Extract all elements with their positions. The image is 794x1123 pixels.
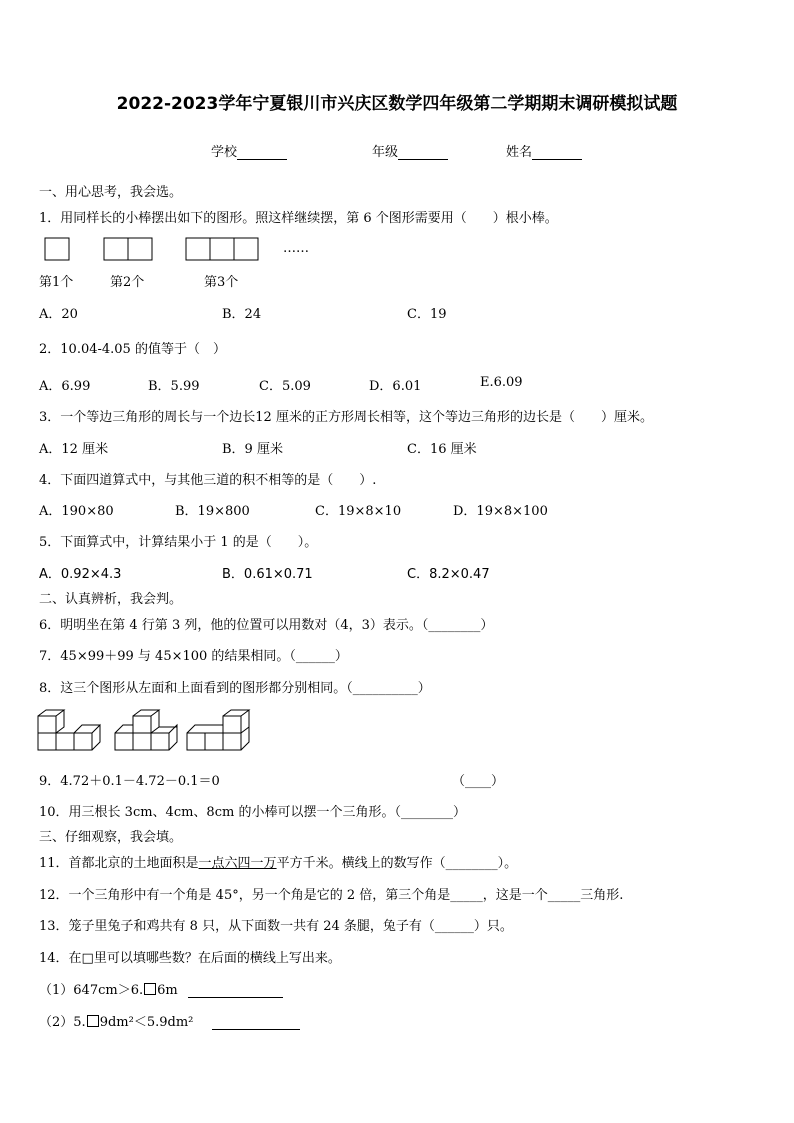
name-blank[interactable] xyxy=(532,159,582,160)
q2-option-b[interactable]: B．5.99 xyxy=(148,379,200,394)
q2-option-e[interactable]: E.6.09 xyxy=(480,375,523,390)
question-13-text: 13．笼子里兔子和鸡共有 8 只，从下面数一共有 24 条腿，兔子有（______）只。 xyxy=(39,919,513,934)
q14-part-1-right: 6m xyxy=(157,983,178,998)
q5-option-b[interactable]: B．0.61×0.71 xyxy=(222,567,313,582)
q1-option-b[interactable]: B．24 xyxy=(222,307,262,322)
q2-option-c[interactable]: C．5.09 xyxy=(259,379,311,394)
q4-option-a[interactable]: A．190×80 xyxy=(39,504,114,519)
question-14-text: 14．在□里可以填哪些数？在后面的横线上写出来。 xyxy=(39,951,341,966)
section-2-heading: 二、认真辨析，我会判。 xyxy=(39,592,183,607)
q3-option-b[interactable]: B．9 厘米 xyxy=(222,442,283,457)
q14-part-2 xyxy=(39,1011,300,1030)
q2-option-a[interactable]: A．6.99 xyxy=(39,379,91,394)
q1-option-a[interactable]: A．20 xyxy=(39,307,78,322)
q14-part-2-left: （2）5. xyxy=(39,1015,86,1030)
grade-field xyxy=(372,141,448,160)
q1-ellipsis: …… xyxy=(283,241,309,256)
section-3-heading: 三、仔细观察，我会填。 xyxy=(39,830,183,845)
grade-blank[interactable] xyxy=(398,159,448,160)
q8-cube-figures xyxy=(37,707,252,753)
q14-part-1-answer-line[interactable] xyxy=(188,997,283,998)
question-9-text: 9．4.72＋0.1－4.72－0.1＝0 xyxy=(39,774,220,789)
q9-answer-blank[interactable]: （____） xyxy=(452,774,505,789)
q3-option-c[interactable]: C．16 厘米 xyxy=(407,442,477,457)
q5-option-c[interactable]: C．8.2×0.47 xyxy=(407,567,490,582)
question-7-text: 7．45×99＋99 与 45×100 的结果相同。（______） xyxy=(39,649,348,664)
page-title: 2022-2023学年宁夏银川市兴庆区数学四年级第二学期期末调研模拟试题 xyxy=(116,94,678,114)
name-label: 姓名 xyxy=(506,145,533,160)
question-4-text: 4．下面四道算式中，与其他三道的积不相等的是（ ）. xyxy=(39,473,377,488)
q11-prefix: 11．首都北京的土地面积是 xyxy=(39,856,199,871)
grade-label: 年级 xyxy=(372,145,399,160)
question-3-text: 3．一个等边三角形的周长与一个边长12 厘米的正方形周长相等，这个等边三角形的边长是（ ）厘米。 xyxy=(39,410,653,425)
question-2-text: 2．10.04-4.05 的值等于（ ） xyxy=(39,342,226,357)
q11-underlined-number: 一点六四一万 xyxy=(198,856,277,871)
q1-option-c[interactable]: C．19 xyxy=(407,307,447,322)
question-6-text: 6．明明坐在第 4 行第 3 列，他的位置可以用数对（4，3）表示。（________） xyxy=(39,618,494,633)
q2-option-d[interactable]: D．6.01 xyxy=(369,379,422,394)
q1-figure-label-3: 第3个 xyxy=(204,275,239,290)
q14-part-1 xyxy=(39,979,283,998)
section-1-heading: 一、用心思考，我会选。 xyxy=(39,185,183,200)
school-field xyxy=(211,141,287,160)
q1-figure-label-2: 第2个 xyxy=(110,275,145,290)
question-11-text xyxy=(39,852,517,871)
name-field xyxy=(506,141,582,160)
question-10-text: 10．用三根长 3cm、4cm、8cm 的小棒可以摆一个三角形。（________） xyxy=(39,805,466,820)
q1-figure-label-1: 第1个 xyxy=(39,275,74,290)
q14-part-1-left: （1）647cm＞6. xyxy=(39,983,144,998)
q3-option-a[interactable]: A．12 厘米 xyxy=(39,442,109,457)
q1-stick-figures xyxy=(44,237,274,263)
school-label: 学校 xyxy=(211,145,238,160)
q14-part-1-box-icon xyxy=(144,983,156,995)
q4-option-b[interactable]: B．19×800 xyxy=(175,504,250,519)
q4-option-c[interactable]: C．19×8×10 xyxy=(315,504,402,519)
school-blank[interactable] xyxy=(237,159,287,160)
question-5-text: 5．下面算式中，计算结果小于 1 的是（ ）。 xyxy=(39,535,318,550)
question-12-text: 12．一个三角形中有一个角是 45°，另一个角是它的 2 倍，第三个角是_____，这是一个_____三角形. xyxy=(39,888,624,903)
q14-part-2-answer-line[interactable] xyxy=(212,1029,300,1030)
q14-part-2-right: 9dm²＜5.9dm² xyxy=(99,1015,194,1030)
question-8-text: 8．这三个图形从左面和上面看到的图形都分别相同。（__________） xyxy=(39,681,431,696)
question-1-text: 1．用同样长的小棒摆出如下的图形。照这样继续摆，第 6 个图形需要用（ ）根小棒。 xyxy=(39,211,558,226)
q14-part-2-box-icon xyxy=(87,1015,99,1027)
q5-option-a[interactable]: A．0.92×4.3 xyxy=(39,567,122,582)
q11-suffix: 平方千米。横线上的数写作（________）。 xyxy=(276,856,518,871)
q4-option-d[interactable]: D．19×8×100 xyxy=(453,504,548,519)
